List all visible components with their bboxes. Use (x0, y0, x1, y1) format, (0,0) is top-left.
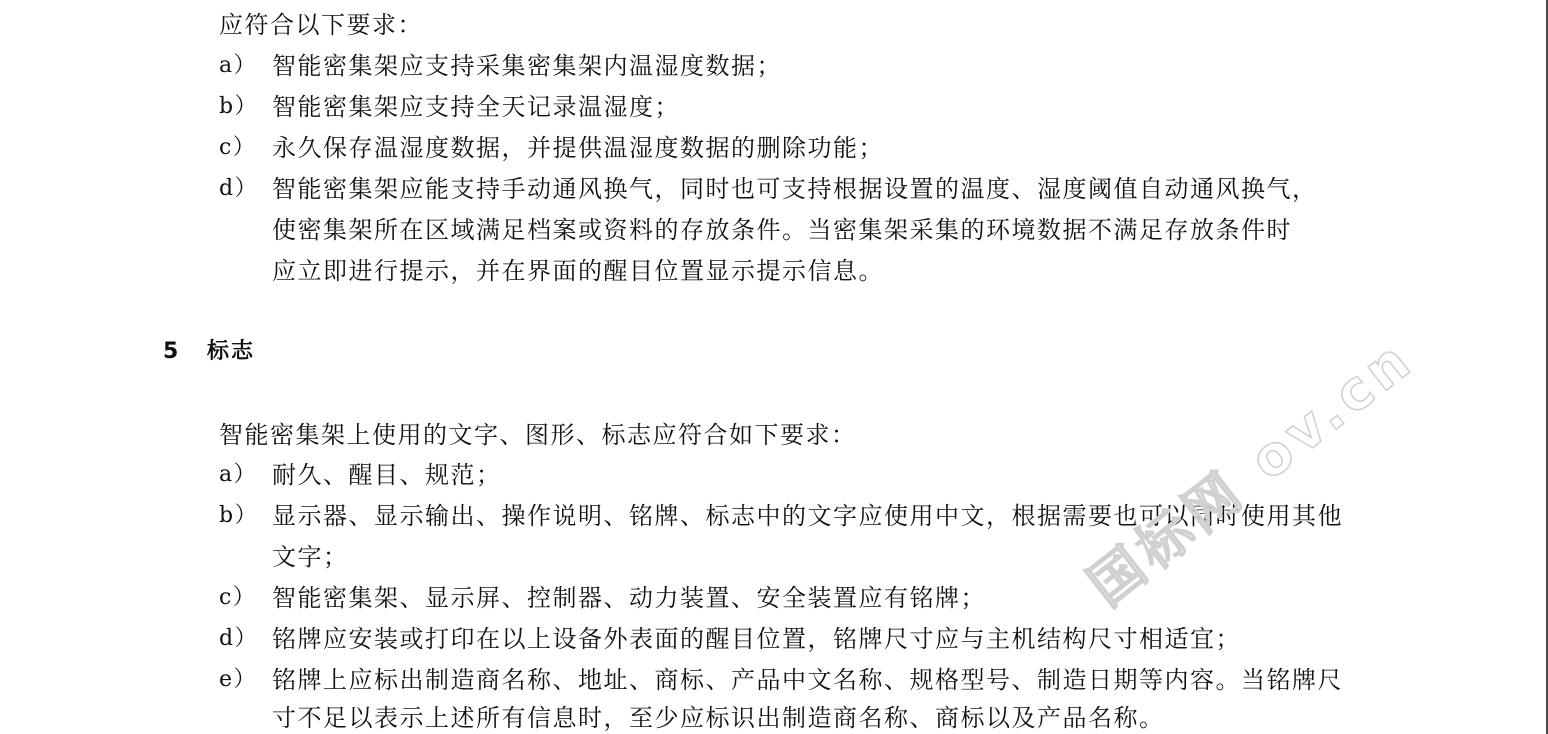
section-number: 5 (163, 339, 179, 364)
list-item-text: 永久保存温湿度数据，并提供温湿度数据的删除功能； (272, 134, 884, 162)
list-item-text: 耐久、醒目、规范； (272, 461, 502, 489)
list-marker: e） (219, 667, 258, 692)
list-marker: d） (219, 176, 259, 201)
list-marker: a） (219, 53, 258, 78)
section4-intro: 应符合以下要求： (219, 11, 423, 39)
list-item-text: 智能密集架应支持全天记录温湿度； (272, 93, 680, 121)
list-marker: b） (219, 94, 259, 119)
list-marker: c） (219, 135, 257, 160)
list-item-text: 智能密集架应能支持手动通风换气，同时也可支持根据设置的温度、湿度阈值自动通风换气， (272, 175, 1318, 203)
list-item-continuation: 应立即进行提示，并在界面的醒目位置显示提示信息。 (272, 257, 884, 285)
list-item-text: 铭牌上应标出制造商名称、地址、商标、产品中文名称、规格型号、制造日期等内容。当铭牌尺 (272, 666, 1343, 694)
list-item-continuation: 文字； (272, 543, 349, 571)
list-marker: d） (219, 626, 259, 651)
list-marker: a） (219, 462, 258, 487)
section-title: 标志 (207, 339, 256, 364)
list-item-text: 智能密集架、显示屏、控制器、动力装置、安全装置应有铭牌； (272, 584, 986, 612)
watermark-text: 国标网 ov.cn (1076, 326, 1426, 619)
list-item-text: 铭牌应安装或打印在以上设备外表面的醒目位置，铭牌尺寸应与主机结构尺寸相适宜； (272, 625, 1241, 653)
list-item-text: 显示器、显示输出、操作说明、铭牌、标志中的文字应使用中文，根据需要也可以同时使用其他 (272, 502, 1343, 530)
list-item-continuation: 使密集架所在区域满足档案或资料的存放条件。当密集架采集的环境数据不满足存放条件时 (272, 216, 1292, 244)
list-item-text: 智能密集架应支持采集密集架内温湿度数据； (272, 52, 782, 80)
list-marker: c） (219, 585, 257, 610)
list-marker: b） (219, 503, 259, 528)
list-item-continuation: 寸不足以表示上述所有信息时，至少应标识出制造商名称、商标以及产品名称。 (272, 704, 1165, 732)
section5-intro: 智能密集架上使用的文字、图形、标志应符合如下要求： (219, 421, 857, 449)
